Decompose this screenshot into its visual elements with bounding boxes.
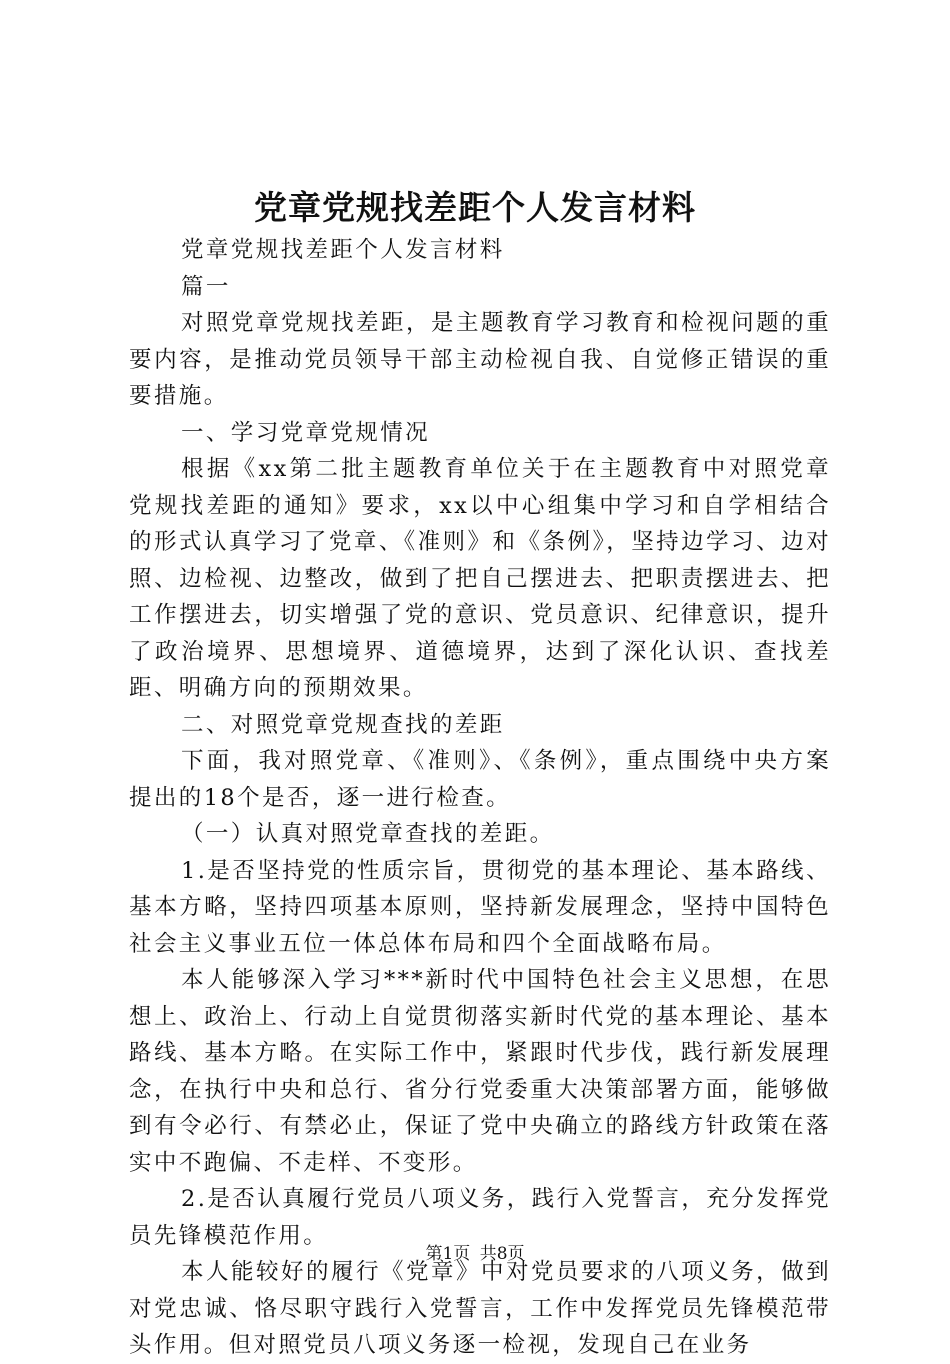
body-paragraph: 2.是否认真履行党员八项义务，践行入党誓言，充分发挥党员先锋模范作用。 — [129, 1186, 831, 1249]
document-body — [129, 232, 831, 1364]
heading-paragraph: 二、对照党章党规查找的差距 — [181, 711, 505, 738]
body-paragraph: 1.是否坚持党的性质宗旨，贯彻党的基本理论、基本路线、基本方略，坚持四项基本原则，坚持新发展理念，坚持中国特色社会主义事业五位一体总体布局和四个全面战略布局。 — [129, 857, 831, 957]
heading-paragraph: 一、学习党章党规情况 — [181, 419, 431, 446]
body-paragraph: 根据《xx第二批主题教育单位关于在主题教育中对照党章党规找差距的通知》要求，xx以中心组集中学习和自学相结合的形式认真学习了党章、《准则》和《条例》，坚持边学习、边对照、边检视、边整改，做到了把自己摆进去、把职责摆进去、把工作摆进去，切实增强了党的意识、党员意识、纪律意识，提升了政治境界、思想境界、道德境界，达到了深化认识、查找差距、明确方向的预期效果。 — [129, 456, 831, 701]
page-number: 第1页 — [425, 1244, 471, 1264]
body-paragraph: 对照党章党规找差距，是主题教育学习教育和检视问题的重要内容，是推动党员领导干部主动检视自我、自觉修正错误的重要措施。 — [129, 310, 831, 409]
body-paragraph: 本人能较好的履行《党章》中对党员要求的八项义务，做到对党忠诚、恪尽职守践行入党誓言，工作中发挥党员先锋模范带头作用。但对照党员八项义务逐一检视，发现自己在业务 — [129, 1259, 831, 1358]
page-footer — [0, 1243, 950, 1265]
subtitle-paragraph: 党章党规找差距个人发言材料 — [181, 237, 505, 263]
body-paragraph: 下面，我对照党章、《准则》、《条例》，重点围绕中央方案提出的18个是否，逐一进行检查。 — [129, 748, 831, 811]
document-title: 党章党规找差距个人发言材料 — [254, 188, 696, 227]
body-paragraph: 本人能够深入学习***新时代中国特色社会主义思想，在思想上、政治上、行动上自觉贯彻落实新时代党的基本理论、基本路线、基本方略。在实际工作中，紧跟时代步伐，践行新发展理念，在执行中央和总行、省分行党委重大决策部署方面，能够做到有令必行、有禁必止，保证了党中央确立的路线方针政策在落实中不跑偏、不走样、不变形。 — [129, 967, 831, 1176]
subheading-paragraph: （一）认真对照党章查找的差距。 — [181, 821, 555, 847]
page-total: 共8页 — [479, 1244, 525, 1264]
section-label-paragraph: 篇一 — [181, 273, 231, 300]
